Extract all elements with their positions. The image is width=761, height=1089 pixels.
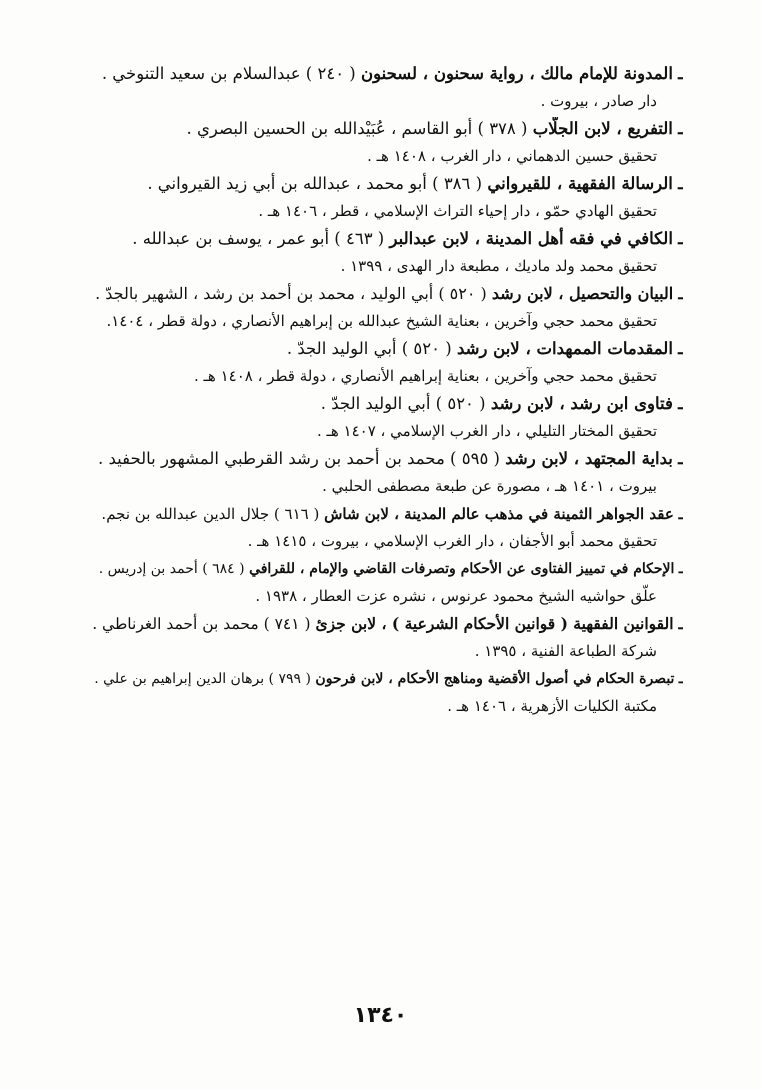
entry-publisher: دار صادر ، بيروت . — [540, 92, 657, 110]
bibliography-entry — [90, 117, 683, 172]
entry-dash: ـ — [678, 394, 683, 413]
entry-author: ( ٢٤٠ ) عبدالسلام بن سعيد التنوخي . — [101, 64, 361, 83]
entry-heading — [90, 392, 683, 419]
entry-heading — [90, 282, 683, 309]
bibliography-entry — [90, 667, 683, 722]
entry-title: الكافي في فقه أهل المدينة ، لابن عبدالبر — [389, 229, 673, 248]
entry-title: القوانين الفقهية ( قوانين الأحكام الشرعية ) ، لابن جزئ — [315, 614, 674, 633]
bibliography-entry — [90, 502, 683, 557]
entry-dash: ـ — [678, 229, 683, 248]
entry-heading — [90, 612, 683, 639]
bibliography-entry — [90, 282, 683, 337]
entry-publisher: شركة الطباعة الفنية ، ١٣٩٥ . — [474, 642, 657, 660]
entry-author: ( ٣٨٦ ) أبو محمد ، عبدالله بن أبي زيد القيرواني . — [147, 174, 488, 193]
entry-author: ( ٥٢٠ ) أبي الوليد الجدّ . — [286, 339, 457, 358]
entry-title: البيان والتحصيل ، لابن رشد — [491, 284, 674, 303]
entry-dash: ـ — [678, 449, 683, 468]
entry-publisher: تحقيق محمد ولد ماديك ، مطبعة دار الهدى ، ١٣٩٩ . — [340, 257, 657, 275]
entry-publisher: تحقيق الهادي حمّو ، دار إحياء التراث الإسلامي ، قطر ، ١٤٠٦ هـ . — [258, 202, 657, 220]
entry-author: ( ٥٢٠ ) أبي الوليد الجدّ . — [320, 394, 491, 413]
entry-title: عقد الجواهر الثمينة في مذهب عالم المدينة ، لابن شاش — [324, 505, 674, 523]
entry-publisher: تحقيق محمد حجي وآخرين ، بعناية إبراهيم الأنصاري ، دولة قطر ، ١٤٠٨ هـ . — [193, 367, 657, 385]
entry-publisher: مكتبة الكليات الأزهرية ، ١٤٠٦ هـ . — [447, 697, 657, 715]
entry-heading — [90, 117, 683, 144]
entry-heading — [90, 172, 683, 199]
entry-dash: ـ — [678, 339, 683, 358]
entry-author: ( ٣٧٨ ) أبو القاسم ، عُبَيْدالله بن الحسين البصري . — [186, 119, 533, 138]
entry-title: الإحكام في تمييز الفتاوى عن الأحكام وتصرفات القاضي والإمام ، للقرافي — [249, 561, 675, 577]
entry-author: ( ٥٢٠ ) أبي الوليد ، محمد بن أحمد بن رشد ، الشهير بالجدّ . — [95, 284, 492, 303]
bibliography-list — [90, 62, 683, 722]
entry-dash: ـ — [678, 284, 683, 303]
entry-author: ( ٤٦٣ ) أبو عمر ، يوسف بن عبدالله . — [132, 229, 390, 248]
entry-title: المدونة للإمام مالك ، رواية سحنون ، لسحنون — [361, 64, 673, 83]
entry-dash: ـ — [678, 505, 683, 523]
entry-publisher: تحقيق محمد حجي وآخرين ، بعناية الشيخ عبدالله بن إبراهيم الأنصاري ، دولة قطر ، ١٤٠٤. — [106, 312, 657, 330]
entry-heading — [90, 447, 683, 474]
entry-heading — [90, 227, 683, 254]
entry-title: بداية المجتهد ، لابن رشد — [505, 449, 673, 468]
entry-dash: ـ — [678, 64, 683, 83]
bibliography-entry — [90, 447, 683, 502]
entry-heading — [90, 62, 683, 89]
entry-dash: ـ — [678, 671, 683, 687]
entry-author: ( ٦١٦ ) جلال الدين عبدالله بن نجم. — [101, 505, 325, 523]
bibliography-entry — [90, 227, 683, 282]
entry-author: ( ٧٩٩ ) برهان الدين إبراهيم بن علي . — [94, 671, 316, 687]
entry-dash: ـ — [678, 174, 683, 193]
bibliography-entry — [90, 612, 683, 667]
entry-title: تبصرة الحكام في أصول الأقضية ومناهج الأحكام ، لابن فرحون — [315, 671, 675, 687]
entry-author: ( ٧٤١ ) محمد بن أحمد الغرناطي . — [92, 615, 316, 633]
bibliography-entry — [90, 172, 683, 227]
entry-publisher: بيروت ، ١٤٠١ هـ ، مصورة عن طبعة مصطفى الحلبي . — [322, 477, 657, 495]
bibliography-entry — [90, 557, 683, 612]
entry-author: ( ٥٩٥ ) محمد بن أحمد بن رشد القرطبي المشهور بالحفيد . — [97, 449, 506, 468]
entry-heading — [90, 502, 683, 529]
entry-dash: ـ — [678, 614, 683, 633]
page-number: ١٣٤٠ — [353, 1003, 408, 1028]
entry-title: الرسالة الفقهية ، للقيرواني — [487, 174, 673, 193]
entry-title: المقدمات الممهدات ، لابن رشد — [456, 339, 673, 358]
entry-dash: ـ — [678, 561, 683, 577]
entry-dash: ـ — [678, 119, 683, 138]
bibliography-entry — [90, 337, 683, 392]
entry-publisher: تحقيق المختار التليلي ، دار الغرب الإسلامي ، ١٤٠٧ هـ . — [316, 422, 657, 440]
bibliography-entry — [90, 62, 683, 117]
entry-publisher: علّق حواشيه الشيخ محمود عرنوس ، نشره عزت العطار ، ١٩٣٨ . — [255, 587, 657, 605]
entry-heading — [90, 337, 683, 364]
entry-author: ( ٦٨٤ ) أحمد بن إدريس . — [98, 561, 250, 577]
entry-title: فتاوى ابن رشد ، لابن رشد — [490, 394, 673, 413]
bibliography-entry — [90, 392, 683, 447]
entry-heading — [90, 667, 683, 694]
entry-heading — [90, 557, 683, 584]
entry-title: التفريع ، لابن الجلّاب — [532, 119, 673, 138]
entry-publisher: تحقيق حسين الدهماني ، دار الغرب ، ١٤٠٨ هـ . — [367, 147, 657, 165]
entry-publisher: تحقيق محمد أبو الأجفان ، دار الغرب الإسلامي ، بيروت ، ١٤١٥ هـ . — [247, 532, 657, 550]
